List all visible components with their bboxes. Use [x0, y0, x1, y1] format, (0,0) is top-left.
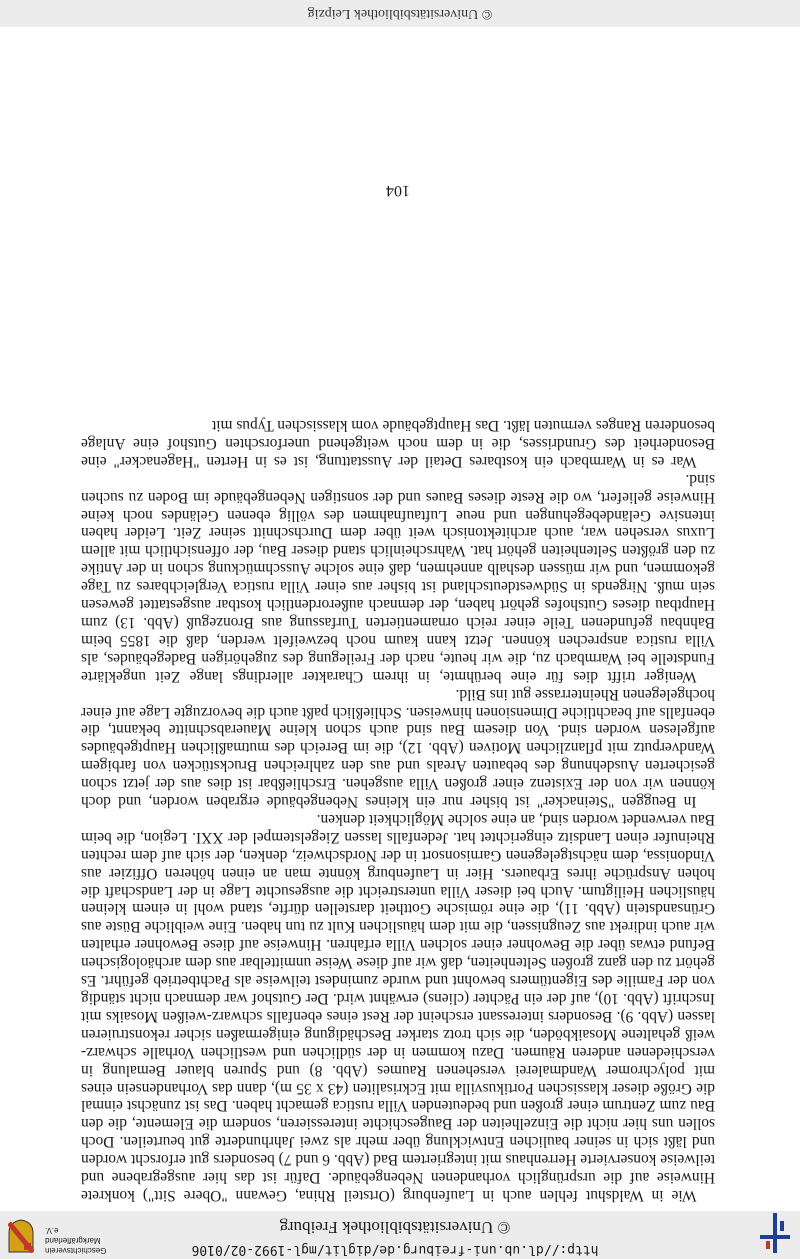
paragraph-laufenburg: Wie in Waldshut fehlen auch in Laufenburg (Ortsteil Rhina, Gewann "Obere Sitt") konkrete Hinweise auf die ursprünglich vorhandenen Nebengebäude. Dafür ist das hier ausgegrabene und teilweise konservierte Herrenhaus mit integriertem Bad (Abb. 6 und 7) besonders gut erforscht worden und läßt sich in seiner baulichen Entwicklung über mehr als zwei Jahrhunderte gut beurteilen. Doch sollen uns hier nicht die Einzelheiten der Baugeschichte interessieren, sondern die Elemente, die den Bau zum Zentrum einer großen und bedeutenden Villa rustica gemacht haben. Das ist zunächst einmal die Größe dieser klassischen Portikusvilla mit Eckrisaliten (43 x 35 m), dann das Vorhandensein eines mit polychromer Wandmalerei versehenen Raumes (Abb. 8) und Spuren blauer Bemalung in verschiedenen anderen Räumen. Dazu kommen in der südlichen und westlichen Vorhalle schwarz-weiß gehaltene Mosaikböden, die sich trotz starker Beschädigung einigermaßen sicher rekonstruieren lassen (Abb. 9). Besonders interessant erscheint der Rest eines ebenfalls schwarz-weißen Mosaiks mit Inschrift (Abb. 10), auf der ein Pächter (cliens) erwähnt wird. Der Gutshof war demnach nicht ständig von der Familie des Eigentümers bewohnt und wurde zumindest teilweise als Pachtbetrieb geführt. Es gehört zu den ganz großen Seltenheiten, daß wir auf diese Weise unmittelbar aus dem archäologischen Befund etwas über die Bewohner einer solchen Villa erfahren. Hinweise auf diese Bewohner erhalten wir auch indirekt aus Zeugnissen, die mit dem häuslichen Kult zu tun haben. Eine weibliche Büste aus Grünsandstein (Abb. 11), die eine römische Gottheit darstellen dürfte, stand wohl in einem kleinen häuslichen Heiligtum. Auch bei dieser Villa unterstreicht die ausgesuchte Lage in der Landschaft die hohen Ansprüche ihres Erbauers. Hier in Laufenburg könnte man an einen höheren Offizier aus Vindonissa, dem nächstgelegenen Garnisonsort in der Nordschweiz, denken, der sich auf dem rechten Rheinufer einen Landsitz eingerichtet hat. Jedenfalls lassen Ziegelstempel der XXI. Legion, die beim Bau verwendet worden sind, an eine solche Möglichkeit denken. — [81, 810, 715, 1204]
paragraph-herten: War es in Warmbach ein kostbares Detail der Ausstattung, ist es in Herten "Hagenacker" eine Besonderheit des Grundrisses, die in dem noch weitgehend unerforschten Gutshof eine Anlage besonderen Ranges vermuten läßt. Das Hauptgebäude vom klassischen Typus mit — [81, 417, 715, 470]
footer-copyright: © Universitätsbibliothek Leipzig — [307, 6, 493, 21]
body-text — [81, 416, 715, 1204]
permalink-url[interactable]: http://dl.ub.uni-freiburg.de/diglit/mgl-1992-02/0106 — [191, 1242, 599, 1257]
library-header — [0, 1211, 800, 1259]
paragraph-warmbach: Weniger trifft dies für eine berühmte, in ihrem Charakter allerdings lange Zeit ungeklärte Fundstelle bei Warmbach zu, die wir heute, nach der Freilegung des zugehörigen Badegebäudes, als Villa rustica ansprechen können. Jetzt kann kaum noch bezweifelt werden, daß die 1855 beim Bahnbau gefundenen Teile einer reich ornamentierten Turfassung aus Bronzeguß (Abb. 13) zum Hauptbau dieses Gutshofes gehört haben, der demnach außerordentlich kostbar ausgestattet gewesen sein muß. Nirgends in Südwestdeutschland ist bisher aus einer Villa rustica Vergleichbares zu Tage gekommen, und wir müssen deshalb annehmen, daß eine solche Ausschmückung schon in der Antike zu den größten Seltenheiten gehört hat. Wahrscheinlich stand dieser Bau, der offensichtlich mit allem Luxus versehen war, auch architektonisch weit über dem Durchschnitt seiner Zeit. Leider haben intensive Geländebegehungen und neue Luftaufnahmen des völlig ebenen Geländes noch keine Hinweise geliefert, wo die Reste dieses Baues und der sonstigen Nebengebäude im Boden zu suchen sind. — [81, 470, 715, 685]
paragraph-beuggen: In Beuggen "Steinacker" ist bisher nur ein kleines Nebengebäude ergraben worden, und doch können wir von der Existenz einer großen Villa ausgehen. Erschließbar ist dies aus der jetzt schon gesicherten Ausdehnung des bebauten Areals und aus den zahlreichen Bruckstücken von farbigem Wandverputz mit pflanzlichen Motiven (Abb. 12), die im Bereich des mutmaßlichen Hauptgebäudes aufgelesen worden sind. Von diesem Bau sind auch schon kleine Mauerabschnitte bekannt, die ebenfalls auf beachtliche Dimensionen hinweisen. Schließlich paßt auch die bevorzugte Lage auf einer hochgelegenen Rheinterrasse gut ins Bild. — [81, 685, 715, 811]
society-name — [45, 1225, 111, 1255]
library-logo-icon — [760, 1213, 790, 1253]
society-name-line2: Markgräflerland e.V. — [45, 1226, 101, 1245]
library-copyright: © Universitätsbibliothek Freiburg — [279, 1218, 511, 1237]
library-footer — [0, 0, 800, 27]
society-crest-icon — [8, 1219, 34, 1253]
page-number: 104 — [386, 182, 410, 199]
society-name-line1: Geschichtsverein — [45, 1246, 107, 1255]
